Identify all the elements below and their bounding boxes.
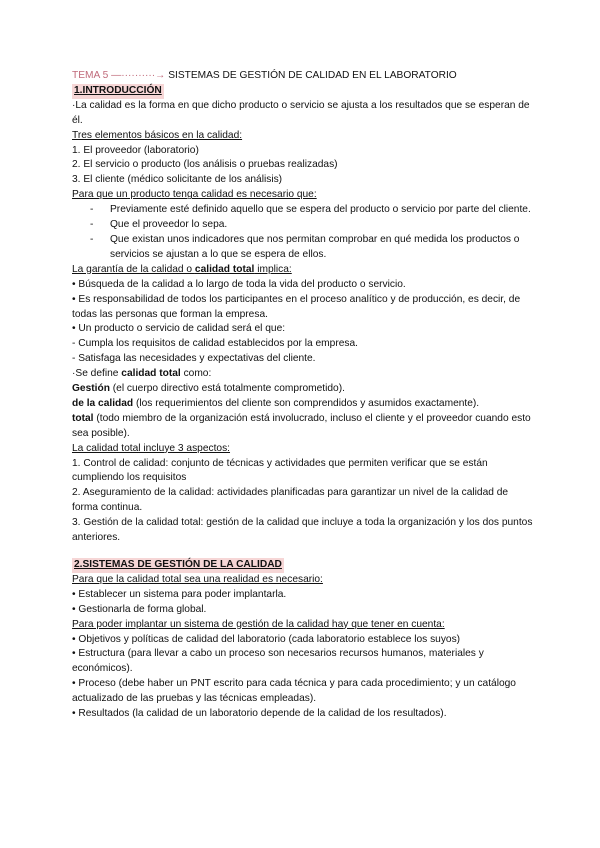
list-item: • Gestionarla de forma global. bbox=[72, 603, 207, 615]
list-item bbox=[90, 218, 534, 233]
list-item: 3. Gestión de la calidad total: gestión de la calidad que incluye a toda la organización y los dos puntos anteriores. bbox=[72, 517, 533, 544]
definition-text: (el cuerpo directivo está totalmente comprometido). bbox=[109, 383, 345, 395]
definition-term: total bbox=[72, 412, 94, 424]
tema-label: TEMA 5 bbox=[72, 70, 109, 81]
dash-marker: - bbox=[90, 204, 94, 216]
list-item: - Cumpla los requisitos de calidad establecidos por la empresa. bbox=[72, 338, 358, 350]
list-item-text: Previamente esté definido aquello que se espera del producto o servicio por parte del cliente. bbox=[110, 204, 531, 216]
definition-calidad bbox=[72, 397, 534, 412]
list-item: 1. Control de calidad: conjunto de técnicas y actividades que permiten verificar que se están cumpliendo los requisitos bbox=[72, 457, 488, 484]
implantar-title: Para poder implantar un sistema de gestión de la calidad hay que tener en cuenta: bbox=[72, 618, 445, 630]
define-bold: calidad total bbox=[121, 368, 181, 380]
list-item-text: Que existan unos indicadores que nos permitan comprobar en qué medida los productos o servicios se ajustan a lo que se espera de ellos. bbox=[110, 233, 520, 260]
dash-marker: - bbox=[90, 219, 94, 231]
list-item: - Satisfaga las necesidades y expectativas del cliente. bbox=[72, 353, 316, 365]
section-spacer bbox=[72, 546, 534, 558]
list-item bbox=[90, 233, 534, 263]
define-line bbox=[72, 367, 534, 382]
list-item: • Es responsabilidad de todos los participantes en el proceso analítico y de producción, es decir, de todas las personas que forman la empresa. bbox=[72, 293, 521, 320]
list-item: • Estructura (para llevar a cabo un proceso son necesarios recursos humanos, materiales y económicos). bbox=[72, 648, 484, 675]
list-item: • Resultados (la calidad de un laboratorio depende de la calidad de los resultados). bbox=[72, 708, 447, 720]
definition-total bbox=[72, 412, 534, 442]
requisitos-title: Para que un producto tenga calidad es necesario que: bbox=[72, 189, 317, 201]
definition-text: (los requerimientos del cliente son comprendidos y asumidos exactamente). bbox=[133, 397, 480, 409]
tema-arrow: —··········→ bbox=[108, 70, 169, 81]
section-1-heading: 1.INTRODUCCIÓN bbox=[72, 84, 164, 99]
garantia-pre: La garantía de la calidad o bbox=[72, 263, 195, 275]
list-item: 1. El proveedor (laboratorio) bbox=[72, 144, 199, 156]
list-item: • Establecer un sistema para poder implantarla. bbox=[72, 588, 287, 600]
section-2-heading: 2.SISTEMAS DE GESTIÓN DE LA CALIDAD bbox=[72, 558, 284, 573]
intro-paragraph: ·La calidad es la forma en que dicho producto o servicio se ajusta a los resultados que se esperan de él. bbox=[72, 99, 530, 126]
definition-term: de la calidad bbox=[72, 397, 134, 409]
list-item: • Proceso (debe haber un PNT escrito para cada técnica y para cada procedimiento; y un catálogo actualizado de las pruebas y las técnicas empleadas). bbox=[72, 678, 516, 705]
tres-elementos-title: Tres elementos básicos en la calidad: bbox=[72, 129, 243, 141]
list-item: 3. El cliente (médico solicitante de los análisis) bbox=[72, 174, 283, 186]
document-title: SISTEMAS DE GESTIÓN DE CALIDAD EN EL LABORATORIO bbox=[168, 70, 457, 81]
define-pre: ·Se define bbox=[72, 368, 122, 380]
document-content bbox=[72, 69, 534, 722]
definition-text: (todo miembro de la organización está involucrado, incluso el cliente y el proveedor cuando esto sea posible). bbox=[72, 412, 531, 439]
definition-gestion bbox=[72, 382, 534, 397]
list-item: • Objetivos y políticas de calidad del laboratorio (cada laboratorio establece los suyos) bbox=[72, 633, 461, 645]
list-item: 2. El servicio o producto (los análisis o pruebas realizadas) bbox=[72, 159, 338, 171]
aspectos-title: La calidad total incluye 3 aspectos: bbox=[72, 442, 231, 454]
definition-term: Gestión bbox=[72, 383, 110, 395]
list-item bbox=[90, 203, 534, 218]
garantia-post: implica: bbox=[254, 263, 292, 275]
list-item: • Búsqueda de la calidad a lo largo de toda la vida del producto o servicio. bbox=[72, 278, 406, 290]
garantia-title bbox=[72, 263, 534, 278]
dash-marker: - bbox=[90, 233, 94, 245]
list-item: • Un producto o servicio de calidad será el que: bbox=[72, 323, 286, 335]
list-item: 2. Aseguramiento de la calidad: actividades planificadas para garantizar un nivel de la calidad de forma continua. bbox=[72, 487, 509, 514]
calidad-total-title: Para que la calidad total sea una realidad es necesario: bbox=[72, 573, 323, 585]
document-header bbox=[72, 69, 534, 84]
garantia-bold: calidad total bbox=[194, 263, 255, 275]
list-item-text: Que el proveedor lo sepa. bbox=[110, 219, 228, 231]
define-post: como: bbox=[180, 368, 212, 380]
requisitos-list bbox=[90, 203, 534, 263]
